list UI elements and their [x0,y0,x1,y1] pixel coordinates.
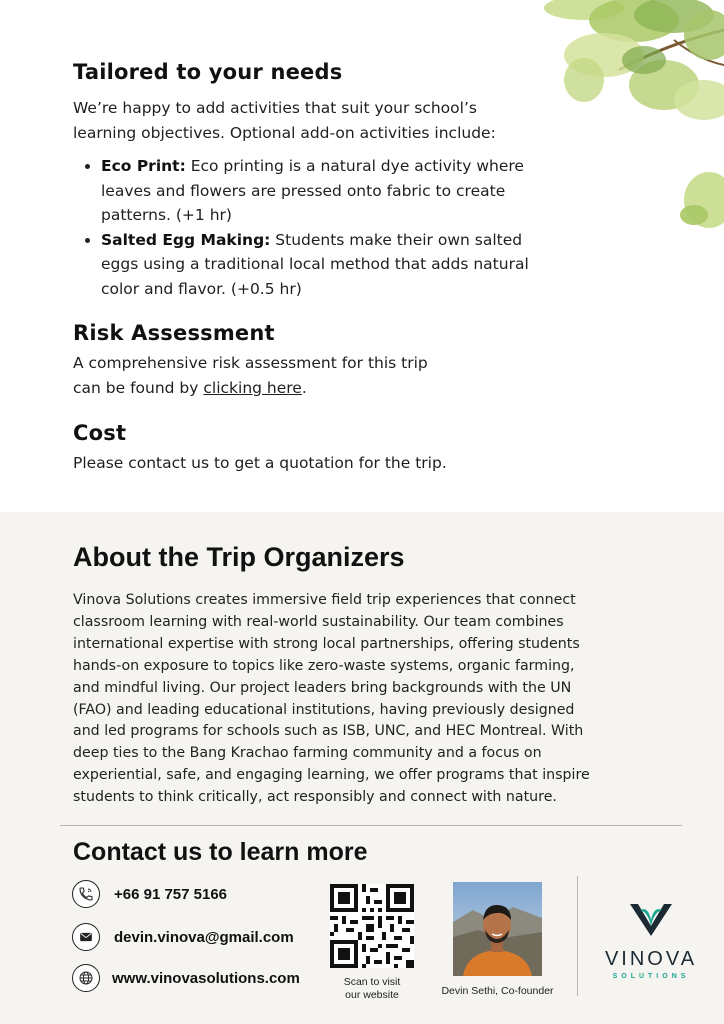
contact-email-row[interactable] [72,923,294,951]
bullet-icon [85,238,90,243]
risk-line-suffix: . [301,378,307,397]
qr-caption [326,976,418,1002]
contact-phone-row[interactable] [72,880,227,908]
about-heading: About the Trip Organizers [73,542,405,572]
phone-icon [72,880,100,908]
list-item [73,154,563,228]
activity-description: color and flavor. (+0.5 hr) [101,279,302,298]
founder-photo [453,882,542,976]
brand-tagline: SOLUTIONS [612,973,690,980]
tailored-intro-line: We’re happy to add activities that suit your school’s [73,99,477,117]
section-divider [60,825,682,826]
about-line: students to think critically, act responsibly and connect with nature. [73,789,557,806]
addon-activities-list [73,154,563,301]
activity-description: eggs using a traditional local method that adds natural [101,255,529,273]
activity-name: Salted Egg Making: [101,230,271,249]
cost-text: Please contact us to get a quotation for the trip. [73,454,447,472]
brand-name: VINOVA [604,948,698,970]
about-line: deep ties to the Bang Krachao farming community and a focus on [73,745,542,762]
tailored-heading: Tailored to your needs [73,60,343,84]
contact-website-row[interactable] [72,964,300,992]
about-line: classroom learning with real-world sustainability. Our team combines [73,613,564,630]
qr-code[interactable] [330,884,414,968]
vertical-divider [577,876,578,996]
cost-heading: Cost [73,421,127,445]
qr-caption-line: our website [345,989,399,1001]
about-line: and mindful living. Our project leaders bring backgrounds with the UN [73,679,572,696]
bullet-icon [85,164,90,169]
founder-caption: Devin Sethi, Co-founder [441,985,554,997]
about-line: international expertise with strong local partnerships, offering students [73,635,580,652]
about-line: experiential, safe, and engaging learning, we offer programs that inspire [73,767,590,784]
about-line: and led programs for schools such as ISB, UNC, and HEC Montreal. With [73,723,584,740]
risk-heading: Risk Assessment [73,321,275,345]
activity-description: patterns. (+1 hr) [101,206,232,224]
website-url[interactable]: www.vinovasolutions.com [112,969,300,987]
risk-line-prefix: can be found by [73,378,204,397]
tailored-intro [73,96,496,145]
activity-description: leaves and flowers are pressed onto fabric to create [101,181,506,200]
mail-icon [72,923,100,951]
vinova-logo [596,900,706,980]
risk-text [73,351,428,400]
globe-icon [72,964,100,992]
list-item [73,228,563,302]
email-address[interactable]: devin.vinova@gmail.com [114,928,294,946]
qr-caption-line: Scan to visit [343,976,401,988]
phone-number[interactable]: +66 91 757 5166 [114,885,228,903]
risk-assessment-link[interactable]: clicking here [203,378,302,397]
about-line: Vinova Solutions creates immersive field trip experiences that connect [73,592,576,608]
contact-heading: Contact us to learn more [73,838,368,866]
risk-line: A comprehensive risk assessment for this trip [73,354,428,372]
activity-description: Eco printing is a natural dye activity where [185,157,524,175]
about-paragraph [73,590,593,809]
activity-description: Students make their own salted [270,230,523,249]
vinova-logo-icon [628,900,674,940]
activity-name: Eco Print: [101,157,186,175]
tailored-intro-line: learning objectives. Optional add-on activities include: [73,123,496,142]
bottom-section [0,512,724,1024]
about-line: hands-on exposure to topics like zero-waste systems, organic farming, [73,657,575,674]
about-line: (FAO) and leading educational institutions, having previously designed [73,701,575,718]
risk-line [73,376,428,401]
